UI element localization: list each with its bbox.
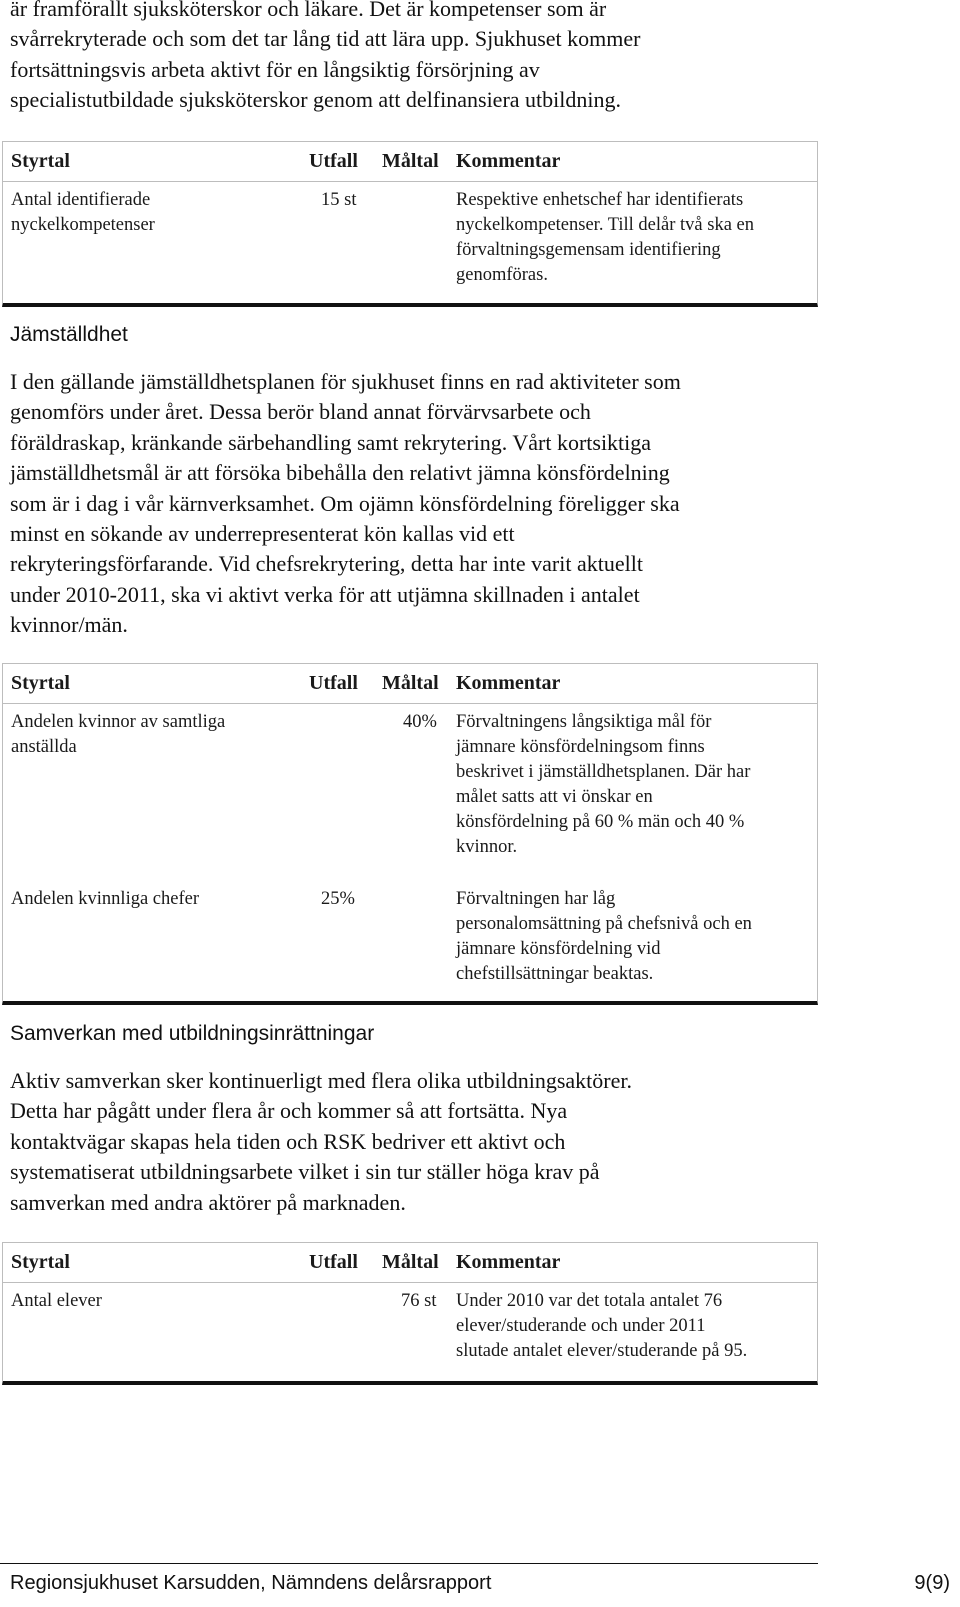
cell-styrtal: Antal elever [11, 1291, 102, 1311]
header-maltal: Måltal [382, 150, 439, 172]
text-line: fortsättningsvis arbeta aktivt för en långsiktig försörjning av [10, 56, 540, 82]
header-kommentar: Kommentar [456, 150, 561, 172]
jamstalldhet-paragraph: I den gällande jämställdhetsplanen för sjukhuset finns en rad aktiviteter som genomförs under året. Dessa berör bland annat förvärvsarbete och föräldraskap, kränkande särbehandling samt rekrytering. Vårt kortsiktiga jämställdhetsmål är att försöka bibehålla den relativt jämna könsfördelning som är i dag i vår kärnverksamhet. Om ojämn könsfördelning föreligger ska minst en sökande av underrepresenterat kön kallas vid ett rekryteringsförfarande. Vid chefsrekrytering, detta har inte varit aktuellt under 2010-2011, ska vi aktivt verka för att utjämna skillnaden i antalet kvinnor/män. [10, 369, 681, 638]
header-maltal: Måltal [382, 672, 439, 694]
cell-styrtal: Andelen kvinnor av samtliga anställda [11, 712, 226, 757]
table-header-row [3, 664, 817, 704]
header-utfall: Utfall [309, 672, 358, 694]
footer-title: Regionsjukhuset Karsudden, Nämndens delårsrapport [10, 1572, 492, 1594]
intro-paragraph [10, 0, 830, 116]
cell-maltal: 40% [403, 712, 437, 732]
cell-utfall: 25% [321, 889, 355, 909]
cell-kommentar: Förvaltningens långsiktiga mål för jämnare könsfördelningsom finns beskrivet i jämställdhetsplanen. Där har målet satts att vi önskar en könsfördelning på 60 % män och 40 % kvinnor. [456, 712, 751, 857]
table-header-row [3, 142, 817, 182]
cell-kommentar: Respektive enhetschef har identifierats nyckelkompetenser. Till delår två ska en förvaltningsgemensam identifiering genomföras. [456, 190, 754, 285]
samverkan-paragraph: Aktiv samverkan sker kontinuerligt med flera olika utbildningsaktörer. Detta har pågått under flera år och kommer så att fortsätta. Nya kontaktvägar skapas hela tiden och RSK bedriver ett aktivt och systematiserat utbildningsarbete vilket i sin tur ställer höga krav på samverkan med andra aktörer på marknaden. [10, 1068, 632, 1215]
cell-styrtal: Antal identifierade nyckelkompetenser [11, 190, 155, 235]
table-header-row [3, 1243, 817, 1283]
header-utfall: Utfall [309, 1251, 358, 1273]
elever-table [2, 1242, 818, 1385]
header-styrtal: Styrtal [11, 150, 70, 172]
cell-utfall: 15 st [321, 190, 357, 210]
footer-divider [0, 1563, 818, 1564]
jamstalldhet-table [2, 663, 818, 1005]
text-line: specialistutbildade sjuksköterskor genom att delfinansiera utbildning. [10, 87, 621, 113]
text-line: är framförallt sjuksköterskor och läkare. Det är kompetenser som är [10, 0, 607, 21]
section-heading-jamstalldhet: Jämställdhet [10, 323, 128, 346]
page-number: 9(9) [914, 1572, 950, 1594]
header-kommentar: Kommentar [456, 672, 561, 694]
section-heading-samverkan: Samverkan med utbildningsinrättningar [10, 1022, 375, 1045]
header-styrtal: Styrtal [11, 1251, 70, 1273]
cell-maltal: 76 st [401, 1291, 437, 1311]
header-maltal: Måltal [382, 1251, 439, 1273]
cell-styrtal: Andelen kvinnliga chefer [11, 889, 200, 909]
cell-kommentar: Under 2010 var det totala antalet 76 elever/studerande och under 2011 slutade antalet elever/studerande på 95. [456, 1291, 748, 1361]
text-line: svårrekryterade och som det tar lång tid att lära upp. Sjukhuset kommer [10, 26, 641, 52]
header-kommentar: Kommentar [456, 1251, 561, 1273]
header-styrtal: Styrtal [11, 672, 70, 694]
kompetens-table [2, 141, 818, 307]
header-utfall: Utfall [309, 150, 358, 172]
cell-kommentar: Förvaltningen har låg personalomsättning på chefsnivå och en jämnare könsfördelning vid chefstillsättningar beaktas. [456, 889, 752, 984]
